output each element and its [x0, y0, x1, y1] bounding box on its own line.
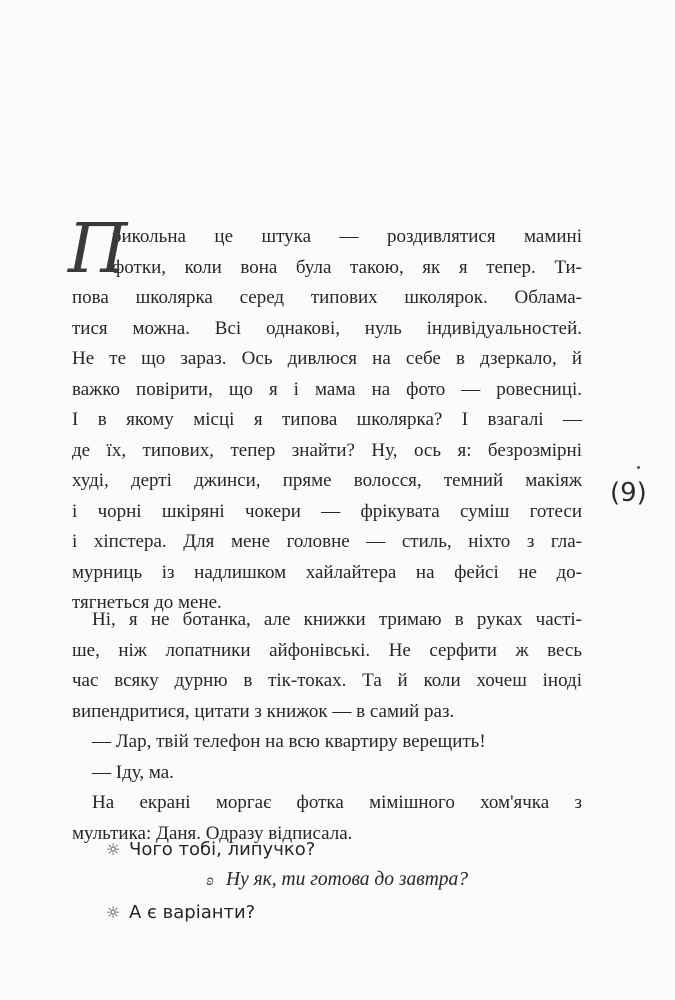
text-line: тися можна. Всі однакові, нуль індивідуальностей.	[72, 317, 582, 339]
dialogue-line: — Лар, твій телефон на всю квартиру верещить!	[92, 731, 486, 752]
text-line: тягнеться до мене.	[72, 592, 222, 613]
paragraph-1	[68, 210, 582, 619]
chat-message-2	[200, 868, 468, 893]
text-line: фотки, коли вона була такою, як я тепер. Ти-	[112, 256, 582, 278]
text-line: Не те що зараз. Ось дивлюся на себе в дзеркало, й	[72, 348, 582, 369]
drop-cap: П	[68, 210, 128, 289]
chat-message-3	[103, 901, 255, 925]
text-line: мурниць із надлишком хайлайтера на фейсі не до-	[72, 561, 582, 583]
text-line: і хіпстера. Для мене головне — стиль, ніхто з гла-	[72, 531, 582, 552]
text-line: час всяку дурню в тік-токах. Та й коли хочеш іноді	[72, 670, 582, 691]
sun-icon: ☼	[105, 903, 121, 922]
text-line: пова школярка серед типових школярок. Облама-	[72, 287, 582, 308]
text-line: де їх, типових, тепер знайти? Ну, ось я: безрозмірні	[72, 439, 582, 461]
text-line: важко повірити, що я і мама на фото — ровесниці.	[72, 378, 582, 400]
text-line: І в якому місці я типова школярка? І взагалі —	[72, 409, 582, 430]
text-line: ше, ніж лопатники айфонівські. Не серфити ж весь	[72, 639, 582, 661]
sun-icon: ☼	[105, 840, 121, 859]
text-line: і чорні шкіряні чокери — фрікувата суміш готеси	[72, 500, 582, 522]
paragraph-2	[72, 605, 582, 849]
chat-message-1	[103, 838, 315, 862]
margin-dot	[637, 466, 640, 469]
hamster-icon: ʚ	[206, 872, 214, 889]
chat-text: Чого тобі, липучко?	[129, 839, 316, 860]
text-line: мультика: Даня. Одразу відписала.	[72, 822, 353, 844]
text-line: худі, дерті джинси, пряме волосся, темний макіяж	[72, 470, 582, 491]
text-line: рикольна це штука — роздивлятися мамині	[112, 226, 582, 247]
text-line: На екрані моргає фотка мімішного хом'ячка з	[92, 792, 582, 813]
chat-text: А є варіанти?	[129, 902, 256, 923]
text-line: випендритися, цитати з книжок — в самий раз.	[72, 700, 455, 722]
page-number: (9)	[610, 478, 647, 508]
chat-text: Ну як, ти готова до завтра?	[226, 869, 469, 890]
dialogue-line: — Іду, ма.	[92, 761, 174, 783]
text-line: Ні, я не ботанка, але книжки тримаю в руках часті-	[92, 609, 582, 630]
drop-cap-line	[68, 210, 582, 289]
